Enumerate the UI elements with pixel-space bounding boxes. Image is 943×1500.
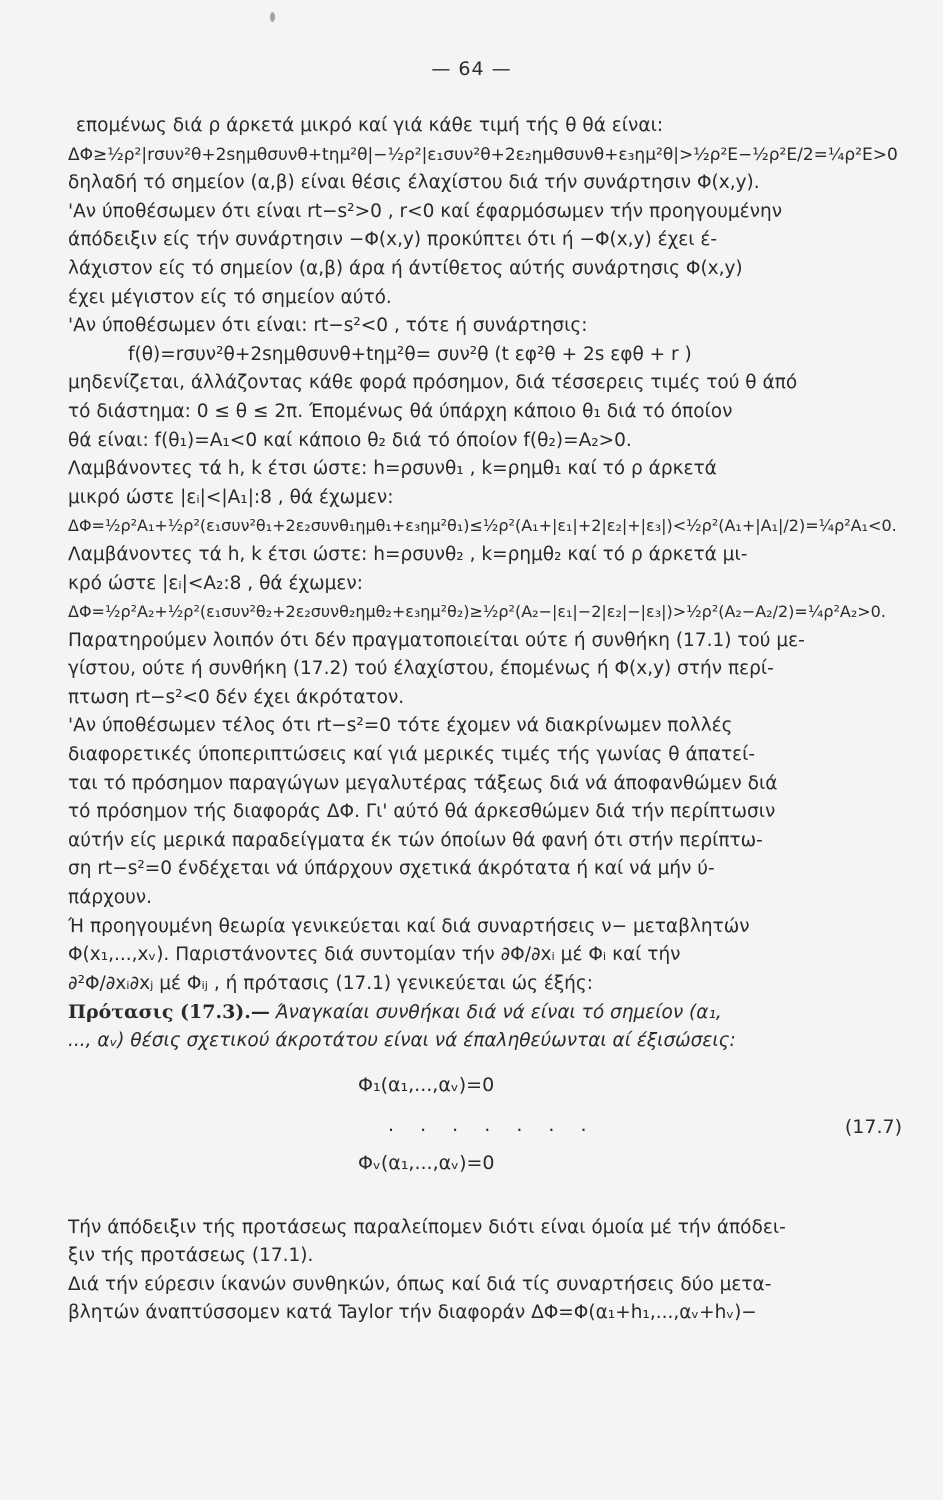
equation-last: Φᵥ(α₁,...,αᵥ)=0	[358, 1151, 495, 1174]
text-line: ∂²Φ/∂xᵢ∂xⱼ μέ Φᵢⱼ , ή πρότασις (17.1) γενικεύεται ώς έξής:	[68, 972, 593, 994]
equation-line: ΔΦ=½ρ²A₁+½ρ²(ε₁συν²θ₁+2ε₂συνθ₁ημθ₁+ε₃ημ²θ₁)≤½ρ²(A₁+|ε₁|+2|ε₂|+|ε₃|)<½ρ²(A₁+|A₁|/2)=¼ρ²A₁<0.	[68, 516, 897, 536]
text-line: ται τό πρόσημον παραγώγων μεγαλυτέρας τάξεως διά νά άποφανθώμεν διά	[68, 772, 778, 794]
text-line: διαφορετικές ύποπεριπτώσεις καί γιά μερικές τιμές τής γωνίας θ άπατεί-	[68, 744, 756, 766]
text-line: μικρό ώστε |εᵢ|<|A₁|:8 , θά έχωμεν:	[68, 486, 394, 508]
text-line: λάχιστον είς τό σημείον (α,β) άρα ή άντίθετος αύτής συνάρτησις Φ(x,y)	[68, 257, 743, 279]
text-line: τό πρόσημον τής διαφοράς ΔΦ. Γι' αύτό θά άρκεσθώμεν διά τήν περίπτωσιν	[68, 801, 776, 823]
text-line: πάρχουν.	[68, 887, 152, 909]
text-line: Παρατηρούμεν λοιπόν ότι δέν πραγματοποιείται ούτε ή συνθήκη (17.1) τού με-	[68, 629, 805, 651]
text-line: Φ(x₁,...,xᵥ). Παριστάνοντες διά συντομίαν τήν ∂Φ/∂xᵢ μέ Φᵢ καί τήν	[68, 944, 681, 966]
text-line: Ή προηγουμένη θεωρία γενικεύεται καί διά συναρτήσεις ν− μεταβλητών	[68, 915, 750, 937]
text-line: Διά τήν εύρεσιν ίκανών συνθηκών, όπως καί διά τίς συναρτήσεις δύο μετα-	[68, 1273, 772, 1295]
text-line: μηδενίζεται, άλλάζοντας κάθε φορά πρόσημον, διά τέσσερεις τιμές τού θ άπό	[68, 372, 798, 394]
equation-line: ΔΦ=½ρ²A₂+½ρ²(ε₁συν²θ₂+2ε₂συνθ₂ημθ₂+ε₃ημ²θ₂)≥½ρ²(A₂−|ε₁|−2|ε₂|−|ε₃|)>½ρ²(A₂−A₂/2)=¼ρ²A₂>0.	[68, 602, 886, 622]
text-line: ση rt−s²=0 ένδέχεται νά ύπάρχουν σχετικά άκρότατα ή καί νά μήν ύ-	[68, 858, 715, 880]
equation-number: (17.7)	[844, 1115, 902, 1138]
text-line: Λαμβάνοντες τά h, k έτσι ώστε: h=ρσυνθ₁ , k=ρημθ₁ καί τό ρ άρκετά	[68, 458, 717, 480]
text-line: 'Αν ύποθέσωμεν τέλος ότι rt−s²=0 τότε έχομεν νά διακρίνωμεν πολλές	[68, 715, 733, 737]
text-line: θά είναι: f(θ₁)=A₁<0 καί κάποιο θ₂ διά τό όποίον f(θ₂)=A₂>0.	[68, 429, 632, 451]
ink-smudge	[270, 12, 275, 22]
text-line: άπόδειξιν είς τήν συνάρτησιν −Φ(x,y) προκύπτει ότι ή −Φ(x,y) έχει έ-	[68, 229, 718, 251]
text-line: ξιν τής προτάσεως (17.1).	[68, 1245, 314, 1267]
equation-line: ΔΦ≥½ρ²|rσυν²θ+2sημθσυνθ+tημ²θ|−½ρ²|ε₁συν²θ+2ε₂ημθσυνθ+ε₃ημ²θ|>½ρ²Ε−½ρ²Ε/2=¼ρ²Ε>0	[68, 144, 898, 165]
proposition-text: ..., αᵥ) θέσις σχετικού άκροτάτου είναι νά έπαληθεύωνται αί έξισώσεις:	[68, 1030, 736, 1051]
text-line: επομένως διά ρ άρκετά μικρό καί γιά κάθε τιμή τής θ θά είναι:	[76, 115, 664, 136]
proposition-line	[68, 998, 916, 1027]
text-line: κρό ώστε |εᵢ|<A₂:8 , θά έχωμεν:	[68, 572, 363, 594]
equation-line: f(θ)=rσυν²θ+2sημθσυνθ+tημ²θ= συν²θ (t εφ²θ + 2s εφθ + r )	[128, 343, 692, 365]
proposition-heading: Πρότασις (17.3).—	[68, 1001, 270, 1024]
text-line: βλητών άναπτύσσομεν κατά Taylor τήν διαφοράν ΔΦ=Φ(α₁+h₁,...,αᵥ+hᵥ)−	[68, 1302, 757, 1324]
text-line: γίστου, ούτε ή συνθήκη (17.2) τού έλαχίστου, έπομένως ή Φ(x,y) στήν περί-	[68, 658, 774, 680]
text-line: Τήν άπόδειξιν τής προτάσεως παραλείπομεν διότι είναι όμοία μέ τήν άπόδει-	[68, 1216, 786, 1238]
text-line: Λαμβάνοντες τά h, k έτσι ώστε: h=ρσυνθ₂ , k=ρημθ₂ καί τό ρ άρκετά μι-	[68, 543, 748, 565]
text-line: πτωση rt−s²<0 δέν έχει άκρότατον.	[68, 686, 405, 708]
equation-dots: . . . . . . .	[388, 1113, 597, 1136]
text-line: αύτήν είς μερικά παραδείγματα έκ τών όποίων θά φανή ότι στήν περίπτω-	[68, 829, 763, 851]
page-body	[68, 112, 916, 1328]
text-line: 'Αν ύποθέσωμεν ότι είναι: rt−s²<0 , τότε ή συνάρτησις:	[68, 315, 588, 337]
text-line: έχει μέγιστον είς τό σημείον αύτό.	[68, 286, 392, 308]
text-line: 'Αν ύποθέσωμεν ότι είναι rt−s²>0 , r<0 καί έφαρμόσωμεν τήν προηγουμένην	[68, 200, 783, 222]
equation-system	[68, 1068, 916, 1200]
text-line: δηλαδή τό σημείον (α,β) είναι θέσις έλαχίστου διά τήν συνάρτησιν Φ(x,y).	[68, 172, 760, 194]
page-number: — 64 —	[431, 58, 512, 80]
text-line: τό διάστημα: 0 ≤ θ ≤ 2π. Έπομένως θά ύπάρχη κάποιο θ₁ διά τό όποίον	[68, 400, 733, 422]
proposition-text: Άναγκαίαι συνθήκαι διά νά είναι τό σημείον (α₁,	[275, 1002, 722, 1024]
equation-first: Φ₁(α₁,...,αᵥ)=0	[358, 1073, 495, 1096]
